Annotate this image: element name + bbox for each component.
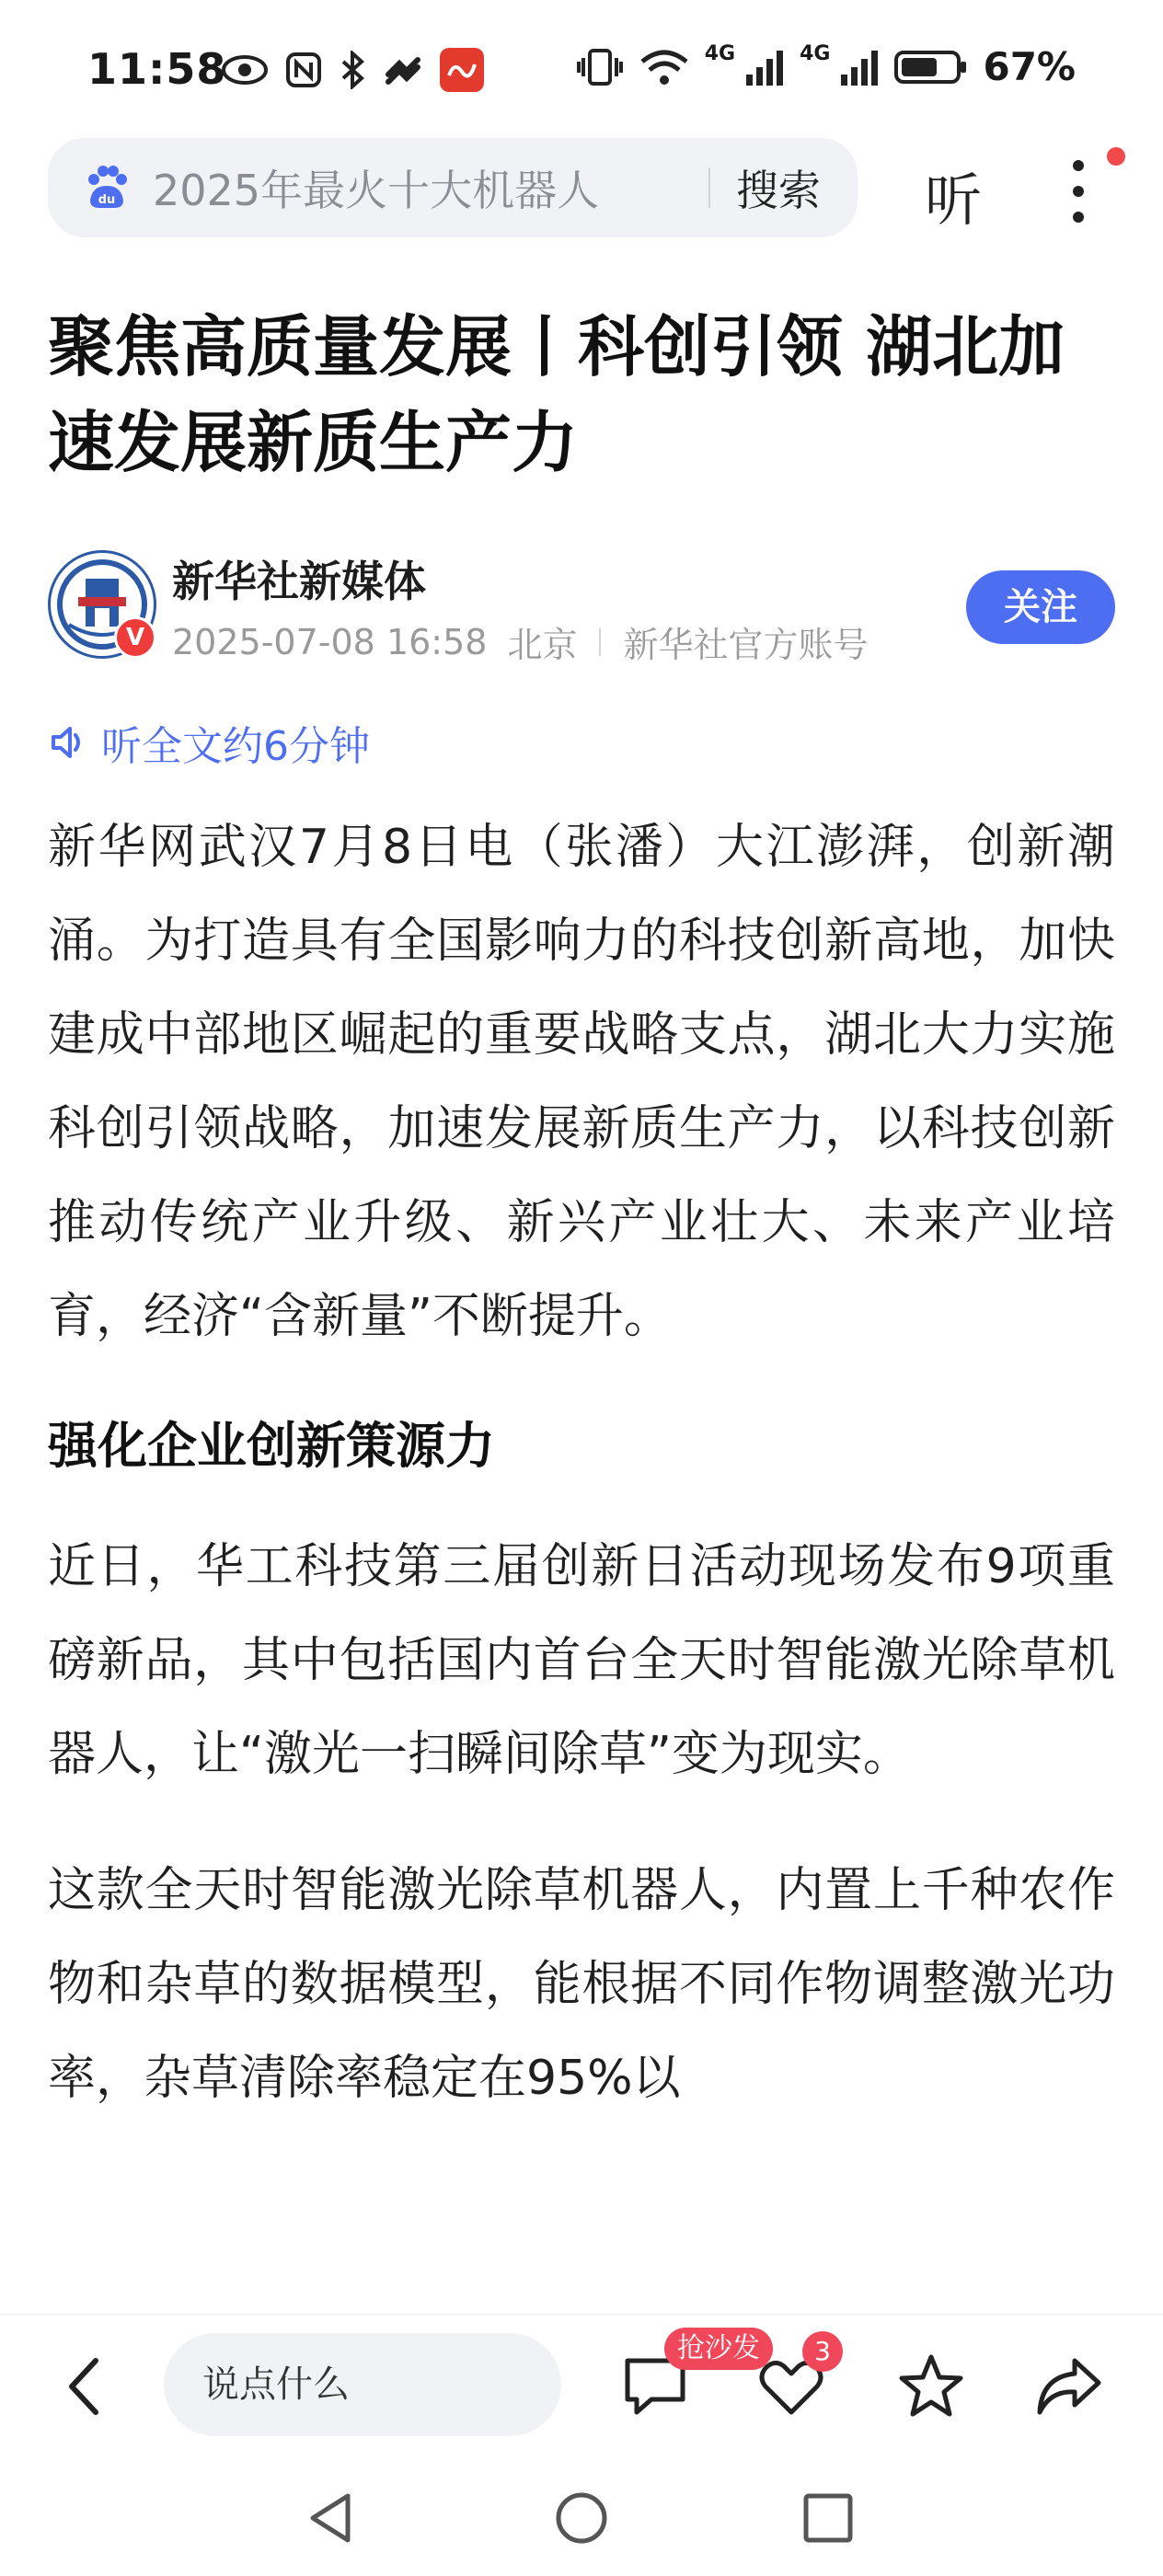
article-content <box>48 800 1115 2125</box>
signal-bars-icon <box>744 49 785 86</box>
vibrate-icon <box>576 47 624 87</box>
more-options-icon[interactable] <box>1060 155 1097 228</box>
app-notification-icon <box>440 48 484 92</box>
status-time: 11:58 <box>87 44 227 94</box>
signal-type-1: 4G <box>704 42 736 65</box>
bluetooth-icon <box>339 51 366 89</box>
baidu-paw-icon <box>83 164 131 212</box>
publish-date: 2025-07-08 16:58 <box>172 621 488 662</box>
notification-dot <box>1107 147 1125 166</box>
status-bar <box>0 0 1163 138</box>
follow-button[interactable]: 关注 <box>966 570 1115 644</box>
listen-full-article[interactable] <box>48 713 370 772</box>
search-input[interactable]: 2025年最火十大机器人 <box>153 166 600 215</box>
nav-recents-icon[interactable] <box>799 2489 858 2547</box>
eye-icon <box>221 53 269 86</box>
article-title: 聚焦高质量发展丨科创引领 湖北加速发展新质生产力 <box>48 308 1065 481</box>
wifi-icon <box>639 47 690 87</box>
nfc-icon <box>285 52 322 88</box>
star-icon[interactable] <box>896 2352 966 2421</box>
signal-bars-icon <box>839 49 880 86</box>
battery-icon <box>894 49 968 86</box>
system-nav-bar <box>0 2452 1163 2576</box>
grab-sofa-badge: 抢沙发 <box>664 2328 773 2370</box>
account-type: 新华社官方账号 <box>623 625 869 665</box>
share-icon[interactable] <box>1034 2352 1104 2421</box>
svg-text:du: du <box>98 193 116 207</box>
author-row <box>48 543 1115 672</box>
section-heading: 强化企业创新策源力 <box>48 1417 495 1475</box>
status-notification-icons <box>221 48 484 92</box>
bottom-action-bar <box>0 2314 1163 2453</box>
listen-duration-label: 听全文约6分钟 <box>101 723 370 770</box>
nav-home-icon[interactable] <box>552 2489 611 2547</box>
author-name[interactable]: 新华社新媒体 <box>172 557 426 606</box>
search-box[interactable] <box>48 138 858 237</box>
battery-percent: 67% <box>983 44 1076 89</box>
search-button[interactable]: 搜索 <box>736 166 821 215</box>
comment-input[interactable]: 说点什么 <box>164 2333 561 2436</box>
publish-location: 北京 <box>507 625 578 665</box>
search-divider <box>708 167 710 208</box>
back-arrow-icon[interactable] <box>57 2350 112 2423</box>
search-row <box>0 138 1163 239</box>
meta-divider <box>599 628 601 656</box>
article-paragraph: 这款全天时智能激光除草机器人，内置上千种农作物和杂草的数据模型，能根据不同作物调整激光功率，杂草清除率稳定在95%以 <box>48 1863 1115 2106</box>
article-paragraph: 近日，华工科技第三届创新日活动现场发布9项重磅新品，其中包括国内首台全天时智能激光除草机器人，让“激光一扫瞬间除草”变为现实。 <box>48 1539 1115 1782</box>
like-count-badge: 3 <box>802 2331 843 2372</box>
author-meta <box>172 616 868 667</box>
article-paragraph: 新华网武汉7月8日电（张潘）大江澎湃，创新潮涌。为打造具有全国影响力的科技创新高地，加快建成中部地区崛起的重要战略支点，湖北大力实施科创引领战略，加速发展新质生产力，以科技创新推动传统产业升级、新兴产业壮大、未来产业培育，经济“含新量”不断提升。 <box>48 820 1115 1344</box>
verified-badge: V <box>114 616 156 659</box>
signal-type-2: 4G <box>800 42 831 65</box>
nav-back-icon[interactable] <box>304 2489 363 2547</box>
link-icon <box>383 54 423 86</box>
speaker-icon <box>48 722 88 763</box>
status-right-icons <box>576 44 1076 89</box>
listen-button[interactable]: 听 <box>925 167 983 234</box>
